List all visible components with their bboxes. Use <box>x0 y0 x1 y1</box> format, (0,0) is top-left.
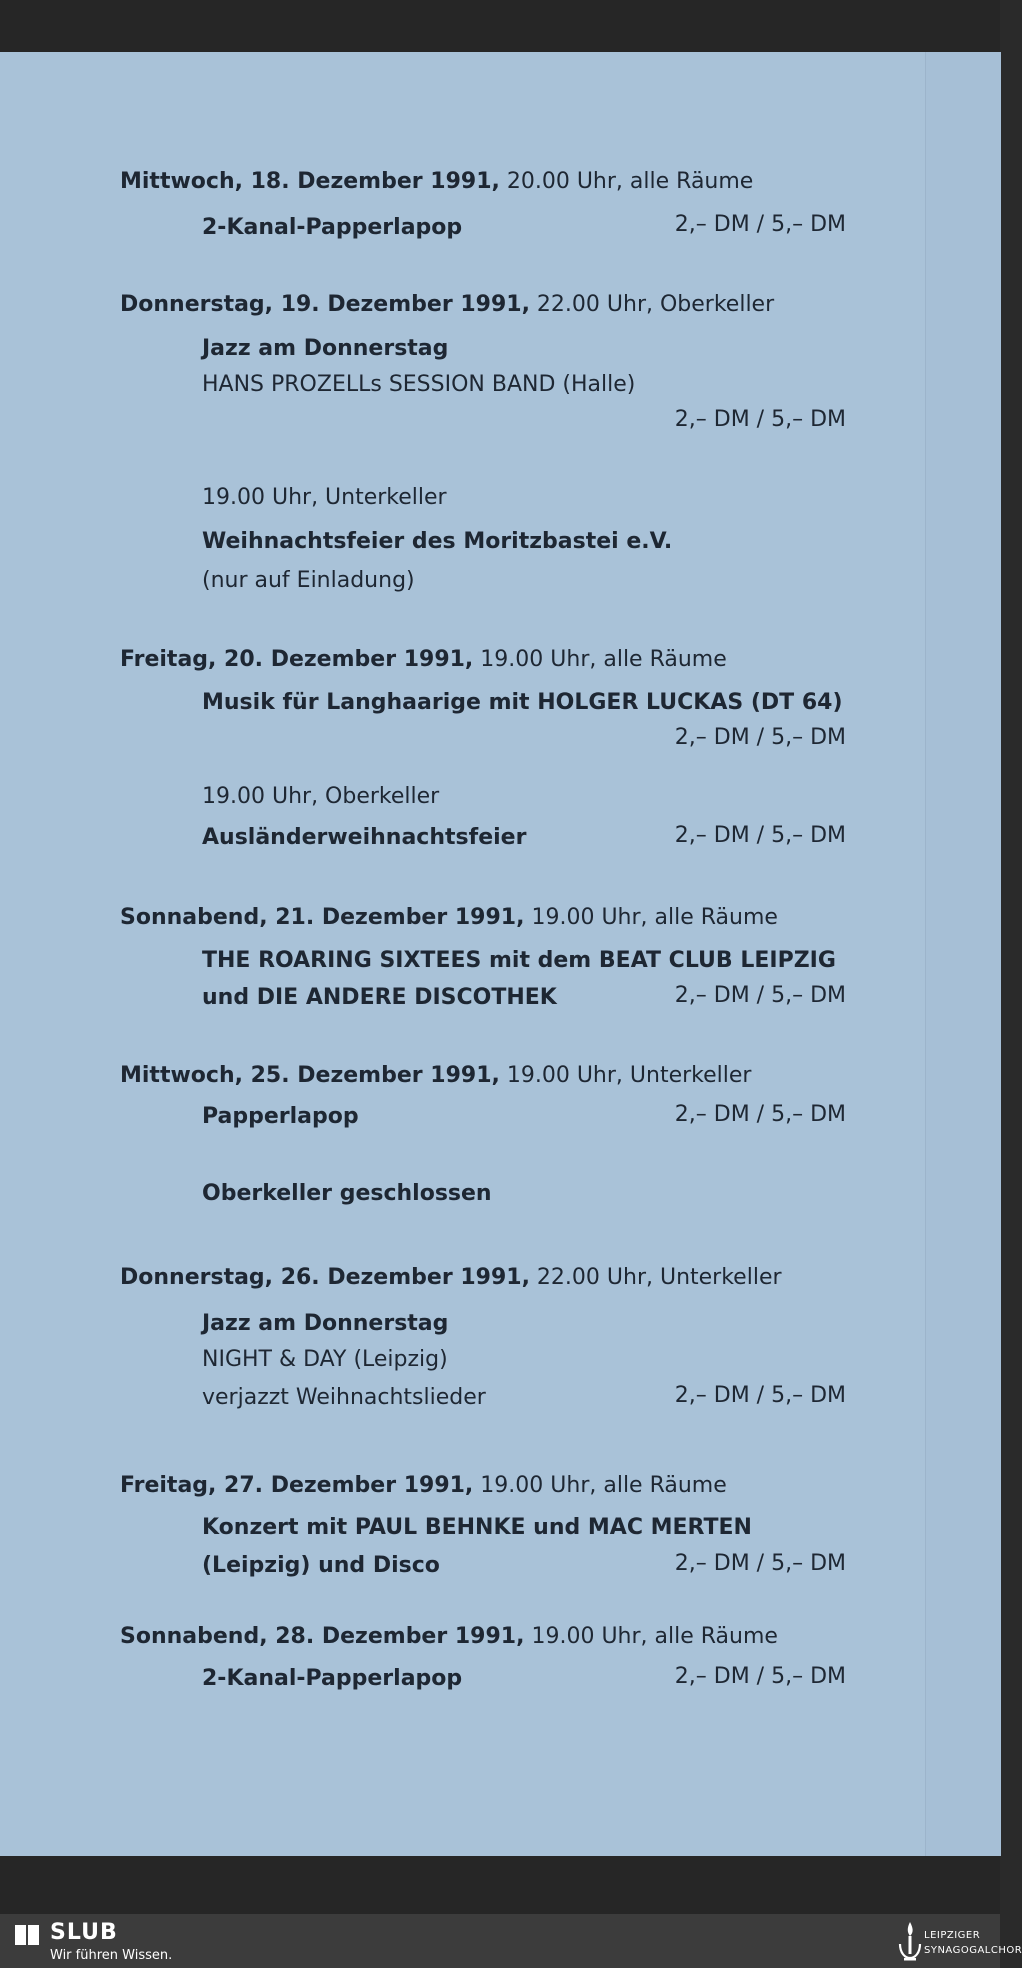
candle-icon <box>897 1920 923 1962</box>
event-7-time: 19.00 Uhr, alle Räume <box>480 1473 727 1498</box>
scan-bottom-border <box>0 1856 1000 1914</box>
event-8-date: Sonnabend, 28. Dezember 1991, <box>120 1624 525 1649</box>
event-5-time: 19.00 Uhr, Unterkeller <box>506 1063 752 1088</box>
event-5-date: Mittwoch, 25. Dezember 1991, <box>120 1063 500 1088</box>
event-6-band: NIGHT & DAY (Leipzig) <box>202 1347 448 1372</box>
event-7-line2: (Leipzig) und Disco <box>202 1553 440 1578</box>
event-2-date: Donnerstag, 19. Dezember 1991, <box>120 292 530 317</box>
event-2-band: HANS PROZELLs SESSION BAND (Halle) <box>202 372 636 397</box>
event-3b-time: 19.00 Uhr, Oberkeller <box>202 784 440 809</box>
event-1-time: 20.00 Uhr, alle Räume <box>506 169 754 194</box>
event-5-note: Oberkeller geschlossen <box>202 1181 492 1206</box>
event-6-price: 2,– DM / 5,– DM <box>674 1383 846 1408</box>
event-6-heading <box>120 1267 782 1289</box>
event-2b-title: Weihnachtsfeier des Moritzbastei e.V. <box>202 529 673 554</box>
event-8-time: 19.00 Uhr, alle Räume <box>531 1624 778 1649</box>
event-5-heading <box>120 1065 751 1087</box>
event-2b-time: 19.00 Uhr, Unterkeller <box>202 485 447 510</box>
choir-name-line1: LEIPZIGER <box>924 1930 981 1941</box>
event-3-heading <box>120 649 727 671</box>
event-1-title: 2-Kanal-Papperlapop <box>202 215 463 240</box>
event-3-price: 2,– DM / 5,– DM <box>674 725 846 750</box>
event-4-line1: THE ROARING SIXTEES mit dem BEAT CLUB LEIPZIG <box>202 948 836 973</box>
event-3b-price: 2,– DM / 5,– DM <box>674 823 846 848</box>
choir-name-line2: SYNAGOGALCHOR <box>924 1945 1022 1956</box>
event-6-title: Jazz am Donnerstag <box>202 1311 449 1336</box>
event-3-artist: HOLGER LUCKAS (DT 64) <box>537 690 843 715</box>
event-2-title: Jazz am Donnerstag <box>202 336 449 361</box>
event-2-time: 22.00 Uhr, Oberkeller <box>536 292 775 317</box>
event-4-price: 2,– DM / 5,– DM <box>674 983 846 1008</box>
event-8-price: 2,– DM / 5,– DM <box>674 1664 846 1689</box>
sheet-fold <box>925 52 1001 1856</box>
event-8-title: 2-Kanal-Papperlapop <box>202 1666 463 1691</box>
event-3-time: 19.00 Uhr, alle Räume <box>480 647 727 672</box>
event-7-line1: Konzert mit PAUL BEHNKE und MAC MERTEN <box>202 1515 752 1540</box>
event-3-prefix: Musik für Langhaarige mit <box>202 690 538 715</box>
brand-tagline: Wir führen Wissen. <box>50 1948 173 1963</box>
event-3b-title: Ausländerweihnachtsfeier <box>202 825 527 850</box>
brand-name[interactable]: SLUB <box>50 1920 118 1945</box>
event-4-date: Sonnabend, 21. Dezember 1991, <box>120 905 525 930</box>
event-4-line2: und DIE ANDERE DISCOTHEK <box>202 985 557 1010</box>
event-7-price: 2,– DM / 5,– DM <box>674 1551 846 1576</box>
event-6-date: Donnerstag, 26. Dezember 1991, <box>120 1265 530 1290</box>
event-3-title <box>202 692 843 714</box>
event-1-price: 2,– DM / 5,– DM <box>674 212 846 237</box>
event-3-date: Freitag, 20. Dezember 1991, <box>120 647 474 672</box>
event-5-title: Papperlapop <box>202 1104 359 1129</box>
event-6-time: 22.00 Uhr, Unterkeller <box>536 1265 782 1290</box>
event-1-date: Mittwoch, 18. Dezember 1991, <box>120 169 500 194</box>
book-icon <box>14 1924 40 1946</box>
event-2-price: 2,– DM / 5,– DM <box>674 407 846 432</box>
scan-top-border <box>0 0 1000 52</box>
event-4-heading <box>120 907 778 929</box>
program-sheet <box>0 52 1000 1856</box>
event-4-time: 19.00 Uhr, alle Räume <box>531 905 778 930</box>
event-1-heading <box>120 171 753 193</box>
viewer-footer <box>0 1914 1022 1968</box>
event-6-note: verjazzt Weihnachtslieder <box>202 1385 486 1410</box>
event-5-price: 2,– DM / 5,– DM <box>674 1102 846 1127</box>
event-2b-note: (nur auf Einladung) <box>202 568 415 593</box>
event-2-heading <box>120 294 774 316</box>
event-7-heading <box>120 1475 727 1497</box>
event-7-date: Freitag, 27. Dezember 1991, <box>120 1473 474 1498</box>
event-8-heading <box>120 1626 778 1648</box>
